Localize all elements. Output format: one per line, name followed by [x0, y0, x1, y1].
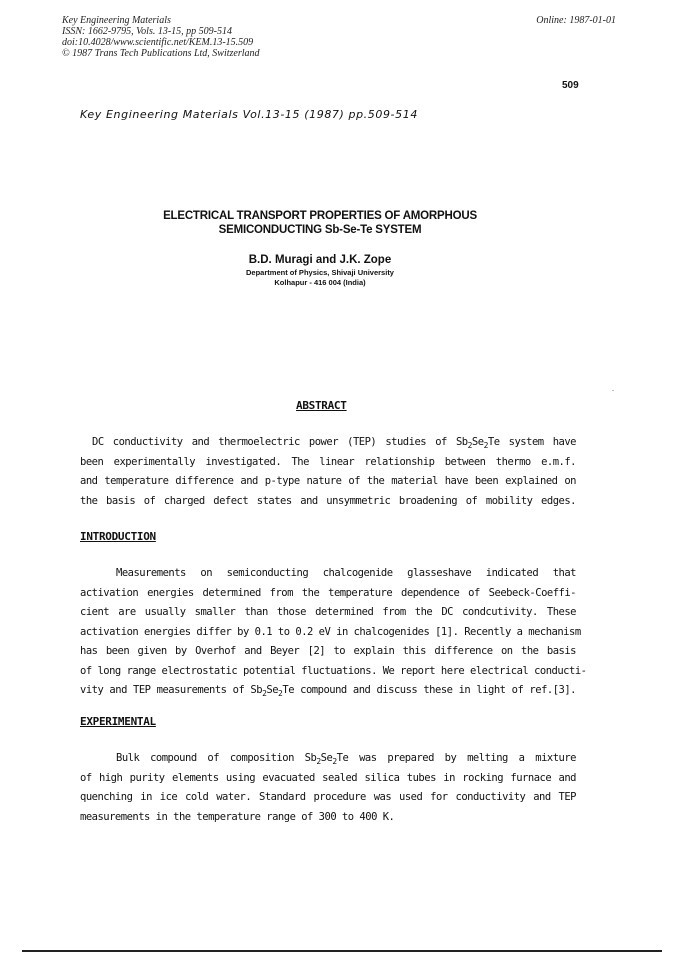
title-line-2: SEMICONDUCTING Sb-Se-Te SYSTEM	[218, 224, 422, 236]
title-line-1: ELECTRICAL TRANSPORT PROPERTIES OF AMORPHOUS	[163, 210, 477, 222]
footer-rule	[22, 950, 662, 952]
experimental-heading: EXPERIMENTAL	[80, 715, 156, 728]
experimental-text	[80, 749, 576, 827]
introduction-line: activation energies determined from the temperature dependence of Seebeck-Coeffi-	[80, 586, 576, 599]
abstract-text	[80, 433, 576, 511]
copyright-line: © 1987 Trans Tech Publications Ltd, Switzerland	[62, 48, 260, 59]
affiliation-department: Department of Physics, Shivaji University	[246, 268, 394, 277]
introduction-text	[80, 564, 587, 701]
authors: B.D. Muragi and J.K. Zope	[248, 254, 392, 266]
affiliation-city: Kolhapur - 416 004 (India)	[274, 278, 366, 287]
online-date: Online: 1987-01-01	[536, 15, 616, 26]
issn-line: ISSN: 1662-9795, Vols. 13-15, pp 509-514	[62, 26, 232, 37]
doi-line: doi:10.4028/www.scientific.net/KEM.13-15.509	[62, 37, 254, 48]
page-number: 509	[562, 80, 579, 91]
introduction-line: has been given by Overhof and Beyer [2] to explain this difference on the basis	[80, 645, 576, 657]
paper-title	[100, 209, 540, 237]
abstract-line: DC conductivity and thermoelectric power (TEP) studies of $Sb_2Se_2Te$ system have	[92, 436, 576, 450]
introduction-line: cient are usually smaller than those determined from the DC condcutivity. These	[80, 606, 576, 618]
experimental-line: measurements in the temperature range of 300 to 400 K.	[80, 810, 395, 823]
introduction-line: vity and TEP measurements of $Sb_2Se_2Te$ compound and discuss these in light of ref.[3].	[80, 684, 576, 698]
article-metadata	[62, 15, 260, 59]
abstract-heading: ABSTRACT	[296, 399, 347, 412]
experimental-line: quenching in ice cold water. Standard procedure was used for conductivity and TEP	[80, 791, 576, 803]
experimental-line: Bulk compound of composition $Sb_2Se_2Te$ was prepared by melting a mixture	[116, 752, 577, 766]
experimental-line: of high purity elements using evacuated sealed silica tubes in rocking furnace and	[80, 771, 576, 784]
introduction-heading: INTRODUCTION	[80, 530, 156, 543]
introduction-line: of long range electrostatic potential fluctuations. We report here electrical conducti-	[80, 664, 587, 677]
scan-speck	[612, 390, 614, 391]
journal-citation-line: Key Engineering Materials Vol.13-15 (1987) pp.509-514	[80, 108, 418, 121]
abstract-line: been experimentally investigated. The linear relationship between thermo e.m.f.	[80, 455, 576, 468]
abstract-line: the basis of charged defect states and unsymmetric broadening of mobility edges.	[80, 494, 576, 507]
introduction-line: Measurements on semiconducting chalcogenide glasseshave indicated that	[116, 567, 576, 579]
journal-name: Key Engineering Materials	[62, 15, 171, 26]
abstract-line: and temperature difference and p-type nature of the material have been explained on	[80, 475, 576, 487]
introduction-line: activation energies differ by 0.1 to 0.2 eV in chalcogenides [1]. Recently a mechanism	[80, 625, 581, 638]
